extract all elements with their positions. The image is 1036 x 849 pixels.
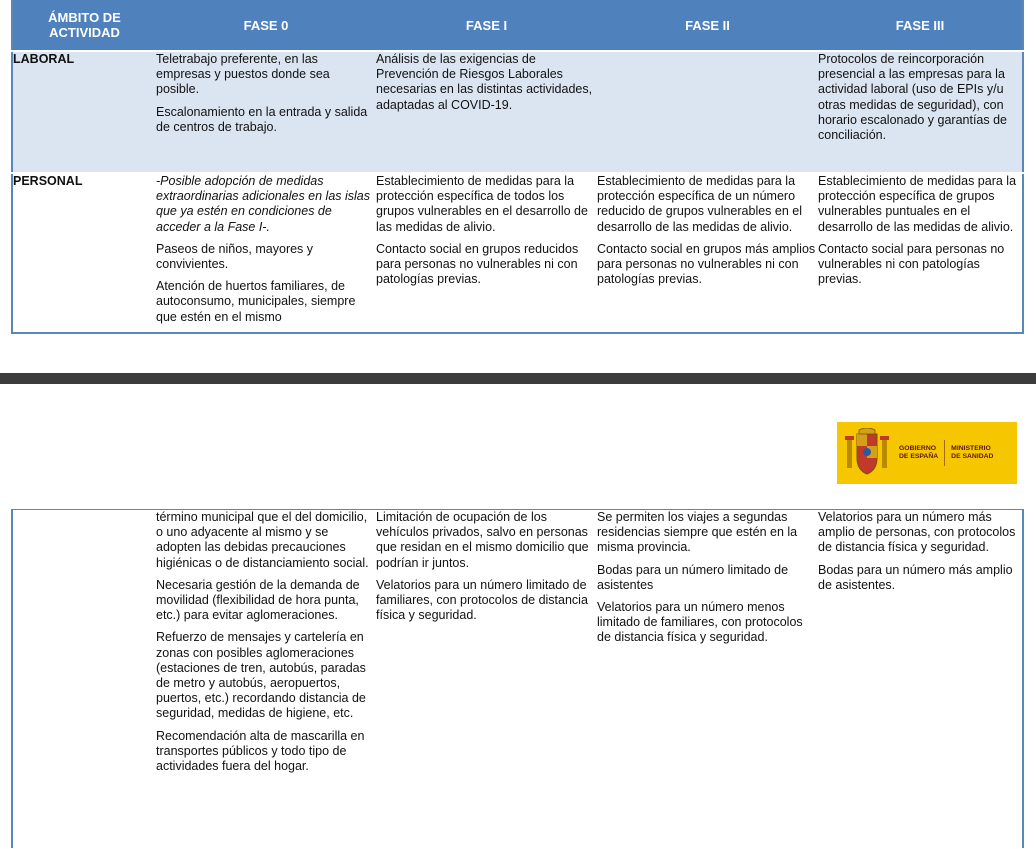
page-break-divider xyxy=(0,373,1036,384)
cont-fase2-p1: Se permiten los viajes a segundas residencias siempre que estén en la misma provincia. xyxy=(597,510,798,555)
cont-fase3-p2: Bodas para un número más amplio de asistentes. xyxy=(818,562,1013,592)
header-fase-3: FASE III xyxy=(818,0,1023,51)
cont-fase0-cell xyxy=(156,510,376,849)
personal-fase1-p1: Establecimiento de medidas para la protección específica de todos los grupos vulnerables en el desarrollo de las medidas de alivio. xyxy=(376,174,588,234)
laboral-fase0-p1: Teletrabajo preferente, en las empresas y puestos donde sea posible. xyxy=(156,52,330,97)
personal-fase0-p2: Atención de huertos familiares, de autoconsumo, municipales, siempre que estén en el mismo xyxy=(156,279,356,324)
logo-line-3: MINISTERIO xyxy=(951,445,991,452)
laboral-fase0-cell xyxy=(156,51,376,173)
header-ambito-l2: ACTIVIDAD xyxy=(49,25,120,40)
row-personal xyxy=(12,173,1023,333)
ministerio-text xyxy=(951,445,993,461)
laboral-fase1-cell xyxy=(376,51,597,173)
cont-fase0-p1: término municipal que el del domicilio, o uno adyacente al mismo y se adopten las debidas precauciones higiénicas o de distanciamiento social. xyxy=(156,510,369,570)
row-label-laboral: LABORAL xyxy=(12,51,156,173)
personal-fase0-cell xyxy=(156,173,376,333)
row-label-personal: PERSONAL xyxy=(12,173,156,333)
laboral-fase0-p2: Escalonamiento en la entrada y salida de centros de trabajo. xyxy=(156,104,368,134)
header-fase-0: FASE 0 xyxy=(156,0,376,51)
personal-fase1-cell xyxy=(376,173,597,333)
personal-fase3-cell xyxy=(818,173,1023,333)
personal-fase0-p1: Paseos de niños, mayores y convivientes. xyxy=(156,241,314,272)
cont-fase2-p3: Velatorios para un número menos limitado de familiares, con protocolos de distancia física y seguridad. xyxy=(597,600,803,645)
measures-table-top xyxy=(11,0,1024,334)
laboral-fase1-p1: Análisis de las exigencias de Prevención de Riesgos Laborales necesarias en las distintas actividades, adaptadas al COVID-19. xyxy=(376,52,593,112)
header-row xyxy=(12,0,1023,51)
cont-fase3-p1: Velatorios para un número más amplio de personas, con protocolos de distancia física y seguridad. xyxy=(818,510,1016,555)
laboral-fase3-cell xyxy=(818,51,1023,173)
cont-fase1-cell xyxy=(376,510,597,849)
row-personal-continued xyxy=(12,510,1023,849)
cont-label-cell xyxy=(12,510,156,849)
coat-of-arms-icon xyxy=(843,428,891,478)
logo-line-4: DE SANIDAD xyxy=(951,453,994,460)
row-laboral xyxy=(12,51,1023,173)
personal-fase2-p1: Establecimiento de medidas para la protección específica de un número reducido de grupos vulnerables en el desarrollo de las medidas de alivio. xyxy=(597,174,802,234)
personal-fase2-p2: Contacto social en grupos más amplios para personas no vulnerables ni con patologías previas. xyxy=(597,241,816,287)
cont-fase0-p3: Refuerzo de mensajes y cartelería en zonas con posibles aglomeraciones (estaciones de tren, autobús, paradas de metro y autobús, aeropuertos, puertos, etc.) recordando distancia de seguridad, medidas de higiene, etc. xyxy=(156,630,366,721)
cont-fase0-p4: Recomendación alta de mascarilla en transportes públicos y todo tipo de actividades fuera del hogar. xyxy=(156,728,365,774)
header-ambito-l1: ÁMBITO DE xyxy=(48,10,121,25)
cont-fase2-cell xyxy=(597,510,818,849)
laboral-fase2-cell xyxy=(597,51,818,173)
measures-table-continuation xyxy=(11,509,1024,848)
personal-fase3-p1: Establecimiento de medidas para la protección específica de grupos vulnerables puntuales en el desarrollo de las medidas de alivio. xyxy=(818,174,1017,234)
gobierno-espana-logo xyxy=(837,422,1017,484)
personal-fase0-italic: -Posible adopción de medidas extraordinarias adicionales en las islas que ya estén en condiciones de acceder a la Fase I-. xyxy=(156,174,371,234)
laboral-fase3-p1: Protocolos de reincorporación presencial a las empresas para la actividad laboral (uso de EPIs y/u otras medidas de seguridad), con horario escalonado y garantías de conciliación. xyxy=(818,52,1008,143)
cont-fase3-cell xyxy=(818,510,1023,849)
personal-fase2-cell xyxy=(597,173,818,333)
logo-line-1: GOBIERNO xyxy=(899,445,937,452)
header-ambito xyxy=(12,0,156,51)
gobierno-text xyxy=(899,445,938,461)
personal-fase1-p2: Contacto social en grupos reducidos para personas no vulnerables ni con patologías previas. xyxy=(376,241,579,287)
cont-fase1-p1: Limitación de ocupación de los vehículos privados, salvo en personas que residan en el mismo domicilio que podrían ir juntos. xyxy=(376,510,589,570)
cont-fase0-p2: Necesaria gestión de la demanda de movilidad (flexibilidad de hora punta, etc.) para evitar aglomeraciones. xyxy=(156,577,360,623)
logo-separator xyxy=(944,440,945,466)
personal-fase3-p2: Contacto social para personas no vulnerables ni con patologías previas. xyxy=(818,241,1005,287)
header-fase-1: FASE I xyxy=(376,0,597,51)
logo-line-2: DE ESPAÑA xyxy=(899,453,939,460)
cont-fase2-p2: Bodas para un número limitado de asistentes xyxy=(597,562,789,592)
cont-fase1-p2: Velatorios para un número limitado de familiares, con protocolos de distancia física y seguridad. xyxy=(376,577,588,623)
header-fase-2: FASE II xyxy=(597,0,818,51)
